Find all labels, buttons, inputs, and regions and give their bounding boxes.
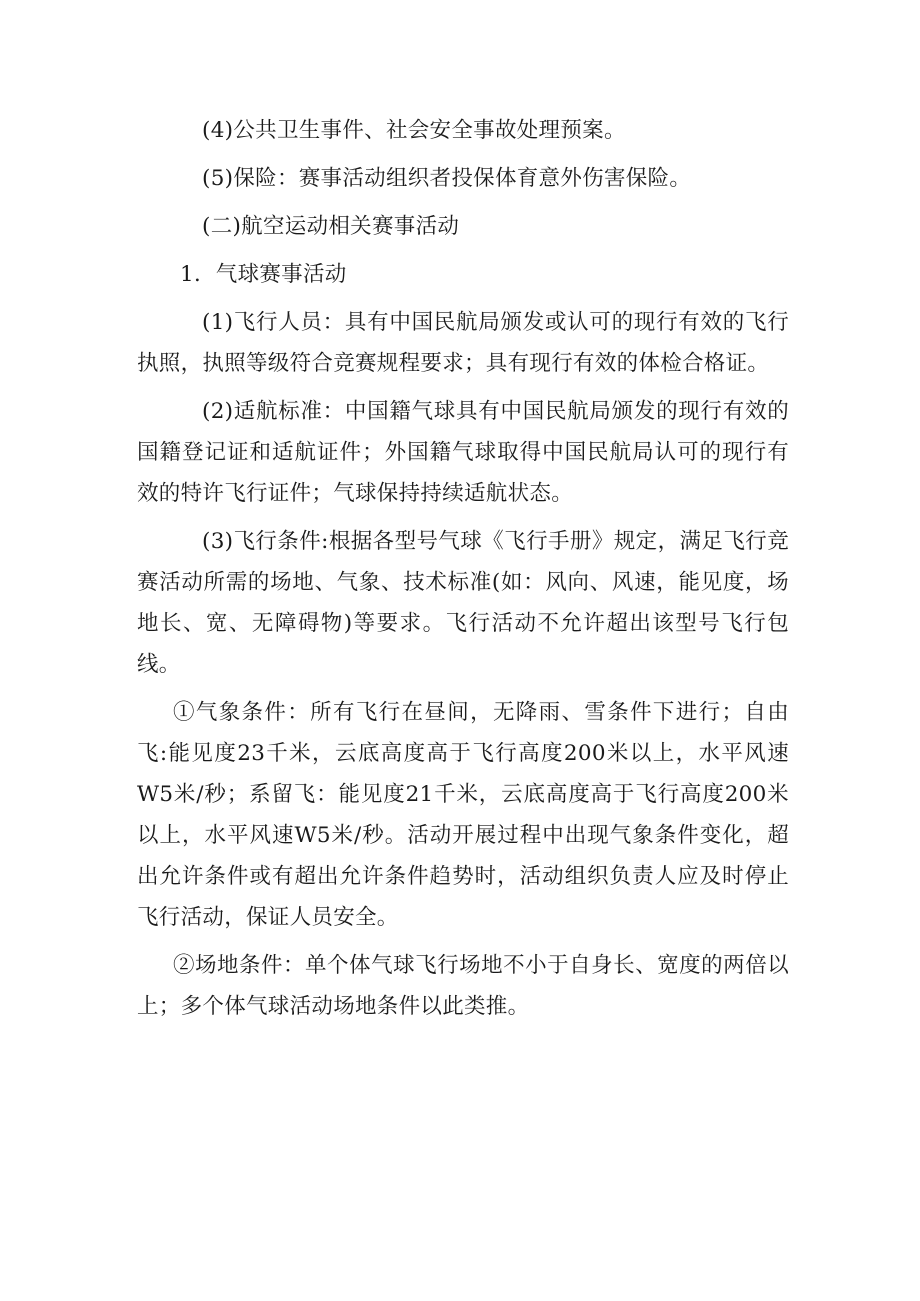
paragraph-emergency-plan: (4)公共卫生事件、社会安全事故处理预案。 <box>202 118 626 143</box>
paragraph-flight-conditions: (3)飞行条件:根据各型号气球《飞行手册》规定，满足飞行竞赛活动所需的场地、气象、技术标准(如：风向、风速，能见度，场地长、宽、无障碍物)等要求。飞行活动不允许超出该型号飞行包线。 <box>137 529 789 677</box>
paragraph-weather-conditions: ①气象条件：所有飞行在昼间，无降雨、雪条件下进行；自由飞:能见度23千米，云底高度高于飞行高度200米以上，水平风速W5米/秒；系留飞：能见度21千米，云底高度高于飞行高度200米以上，水平风速W5米/秒。活动开展过程中出现气象条件变化，超出允许条件或有超出允许条件趋势时，活动组织负责人应及时停止飞行活动，保证人员安全。 <box>137 700 789 930</box>
document-body <box>137 110 789 1027</box>
paragraph-airworthiness-standards: (2)适航标准：中国籍气球具有中国民航局颁发的现行有效的国籍登记证和适航证件；外国籍气球取得中国民航局认可的现行有效的特许飞行证件；气球保持持续适航状态。 <box>137 399 789 506</box>
subsection-heading-balloon-events: 1．气球赛事活动 <box>180 262 347 287</box>
paragraph-flight-personnel: (1)飞行人员：具有中国民航局颁发或认可的现行有效的飞行执照，执照等级符合竞赛规程要求；具有现行有效的体检合格证。 <box>137 310 789 376</box>
paragraph-insurance: (5)保险：赛事活动组织者投保体育意外伤害保险。 <box>202 166 692 191</box>
section-heading-aviation-events: (二)航空运动相关赛事活动 <box>202 214 460 239</box>
paragraph-site-conditions: ②场地条件：单个体气球飞行场地不小于自身长、宽度的两倍以上；多个体气球活动场地条件以此类推。 <box>137 953 789 1019</box>
